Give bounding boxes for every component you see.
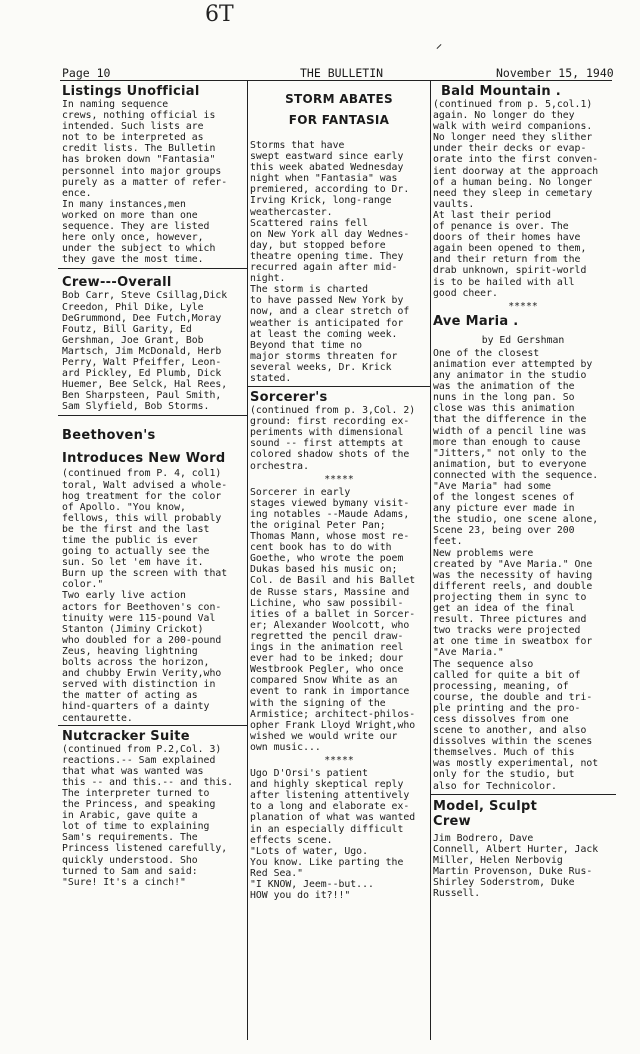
beethoven-article — [62, 428, 244, 723]
newsletter-title: THE BULLETIN — [300, 66, 384, 80]
handwritten-page-mark: 6T — [205, 2, 234, 27]
column-divider-2 — [430, 80, 431, 1040]
sorcerer-body-3: Ugo D'Orsi's patient and highly skeptical reply after listening attentively to a long and elaborate ex- planation of what was wanted in an especially difficult effects scene. "Lots of water, Ugo. You know. Like parting the Red Sea." "I KNOW, Jeem--but... HOW you do it?!!" — [250, 768, 416, 902]
bald-mountain-body: (continued from p. 5,col.1) again. No longer do they walk with weird companions. No longer need they slither under their decks or evap- orate into the first conven- ient doorway at the approach of a human being. No longer need they sleep in cemetary vaults. At last their period of penance is over. The doors of their homes have again been opened to them, and their return from the drab unknown, spirit-world is to be hailed with all good cheer. — [433, 99, 599, 299]
storm-headline-2: FOR FANTASIA — [288, 113, 390, 127]
crew-overall-article — [62, 275, 244, 412]
column-3 — [433, 84, 613, 899]
nutcracker-headline: Nutcracker Suite — [62, 728, 190, 744]
section-rule — [58, 415, 248, 416]
beethoven-headline-1: Beethoven's — [62, 428, 156, 444]
column-1 — [62, 84, 244, 888]
listings-headline: Listings Unofficial — [62, 84, 200, 99]
listings-body: In naming sequence crews, nothing official is intended. Such lists are not to be interpreted as credit lists. The Bulletin has broken down "Fantasia" personnel into major groups purely as a matter of refer- ence. In many instances,men worked on more than one sequence. They are listed here only once, however, under the subject to which they gave the most time. — [62, 99, 228, 266]
listings-article — [62, 84, 244, 265]
sorcerer-separator-2: ***** — [324, 754, 354, 766]
ave-maria-body: One of the closest animation ever attempted by any animator in the studio was the animation of the nuns in the long pan. So close was this animation that the difference in the width of a pencil line was more than enough to cause "Jitters," not only to the animation, but to everyone connected with the sequence. "Ave Maria" had some of the longest scenes of any picture ever made in the studio, one scene alone, Scene 23, being over 200 feet. New problems were created by "Ave Maria." One was the necessity of having different reels, and double projecting them in sync to get an idea of the final result. Three pictures and two tracks were projected at one time in sweatbox for "Ave Maria." The sequence also called for quite a bit of processing, meaning, of course, the double and tri- ple printing and the pro- cess dissolves from one scene to another, and also dissolves within the scenes themselves. Much of this was mostly experimental, not only for the studio, but also for Technicolor. — [433, 347, 599, 792]
nutcracker-article — [62, 729, 244, 888]
sorcerer-headline: Sorcerer's — [250, 390, 328, 406]
crew-overall-body: Bob Carr, Steve Csillag,Dick Creedon, Phil Dike, Lyle DeGrummond, Dee Futch,Moray Foutz, Bill Garity, Ed Gershman, Joe Grant, Bob Martsch, Jim McDonald, Herb Perry, Walt Pfeiffer, Leon- ard Pickley, Ed Plumb, Dick Huemer, Bee Selck, Hal Rees, Ben Sharpsteen, Paul Smith, Sam Slyfield, Bob Storms. — [62, 290, 228, 413]
ave-maria-byline: by Ed Gershman — [481, 334, 565, 346]
issue-date: November 15, 1940 — [496, 66, 614, 80]
crew-overall-headline: Crew---Overall — [62, 275, 172, 291]
column-divider-1 — [247, 80, 248, 1040]
section-rule — [247, 386, 431, 387]
pencil-tick-mark — [437, 44, 442, 49]
nutcracker-body: (continued from P.2,Col. 3) reactions.-- Sam explained that what was wanted was this -- and this.-- and this. The interpreter turned to the Princess, and speaking in Arabic, gave quite a lot of time to explaining Sam's requirements. The Princess listened carefully, quickly understood. Sho turned to Sam and said: "Sure! It's a cinch!" — [62, 743, 234, 888]
model-sculpt-body: Jim Bodrero, Dave Connell, Albert Hurter, Jack Miller, Helen Nerbovig Martin Provenson, Duke Rus- Shirley Soderstrom, Duke Russell. — [433, 832, 599, 900]
sorcerer-body: (continued from p. 3,Col. 2) ground: first recording ex- periments with dimensional sound -- first attempts at colored shadow shots of the orchestra. — [250, 405, 416, 472]
ave-maria-headline: Ave Maria . — [433, 313, 519, 329]
sorcerer-body-2: Sorcerer in early stages viewed bymany visit- ing notables --Maude Adams, the original Peter Pan; Thomas Mann, whose most re- cent book has to do with Goethe, who wrote the poem Dukas based his music on; Col. de Basil and his Ballet de Russe stars, Massine and Lichine, who saw possibil- ities of a ballet in Sorcer- er; Alexander Woolcott, who regretted the pencil draw- ings in the animation reel ever had to be inked; dour Westbrook Pegler, who once compared Snow White as an event to rank in importance with the signing of the Armistice; architect-philos- opher Frank Lloyd Wright,who wished we would write our own music... — [250, 486, 416, 753]
sorcerer-separator-1: ***** — [324, 473, 354, 485]
ave-maria-article — [433, 314, 613, 792]
model-sculpt-article — [433, 799, 613, 900]
bald-mountain-headline: Bald Mountain . — [441, 84, 562, 99]
beethoven-headline-2: Introduces New Word — [62, 451, 226, 467]
storm-article — [250, 92, 428, 384]
header-rule — [60, 80, 612, 81]
model-sculpt-headline-1: Model, Sculpt — [433, 798, 538, 814]
storm-headline-1: STORM ABATES — [285, 92, 393, 106]
bald-mountain-separator: ***** — [508, 300, 538, 312]
section-rule — [58, 268, 248, 269]
page-number: Page 10 — [62, 66, 111, 80]
section-rule — [430, 794, 616, 795]
sorcerer-article — [250, 390, 428, 901]
column-2 — [250, 84, 428, 901]
section-rule — [58, 725, 248, 726]
page-header — [62, 66, 614, 80]
bald-mountain-article — [433, 84, 613, 312]
beethoven-body: (continued from P. 4, col1) toral, Walt advised a whole- hog treatment for the color of Apollo. "You know, fellows, this will probably be the first and the last time the public is ever going to actually see the sun. So let 'em have it. Burn up the screen with that color." Two early live action actors for Beethoven's con- tinuity were 115-pound Val Stanton (Jiminy Crickot) who doubled for a 200-pound Zeus, heaving lightning bolts across the horizon, and chubby Erwin Verity,who served with distinction in the matter of acting as hind-quarters of a dainty centaurette. — [62, 468, 228, 724]
model-sculpt-headline-2: Crew — [433, 813, 471, 829]
storm-body: Storms that have swept eastward since early this week abated Wednesday night when "Fantasia" was premiered, according to Dr. Irving Krick, long-range weathercaster. Scattered rains fell on New York all day Wednes- day, but stopped before theatre opening time. They recurred again after mid- night. The storm is charted to have passed New York by now, and a clear stretch of weather is anticipated for at least the coming week. Beyond that time no major storms threaten for several weeks, Dr. Krick stated. — [250, 140, 410, 384]
